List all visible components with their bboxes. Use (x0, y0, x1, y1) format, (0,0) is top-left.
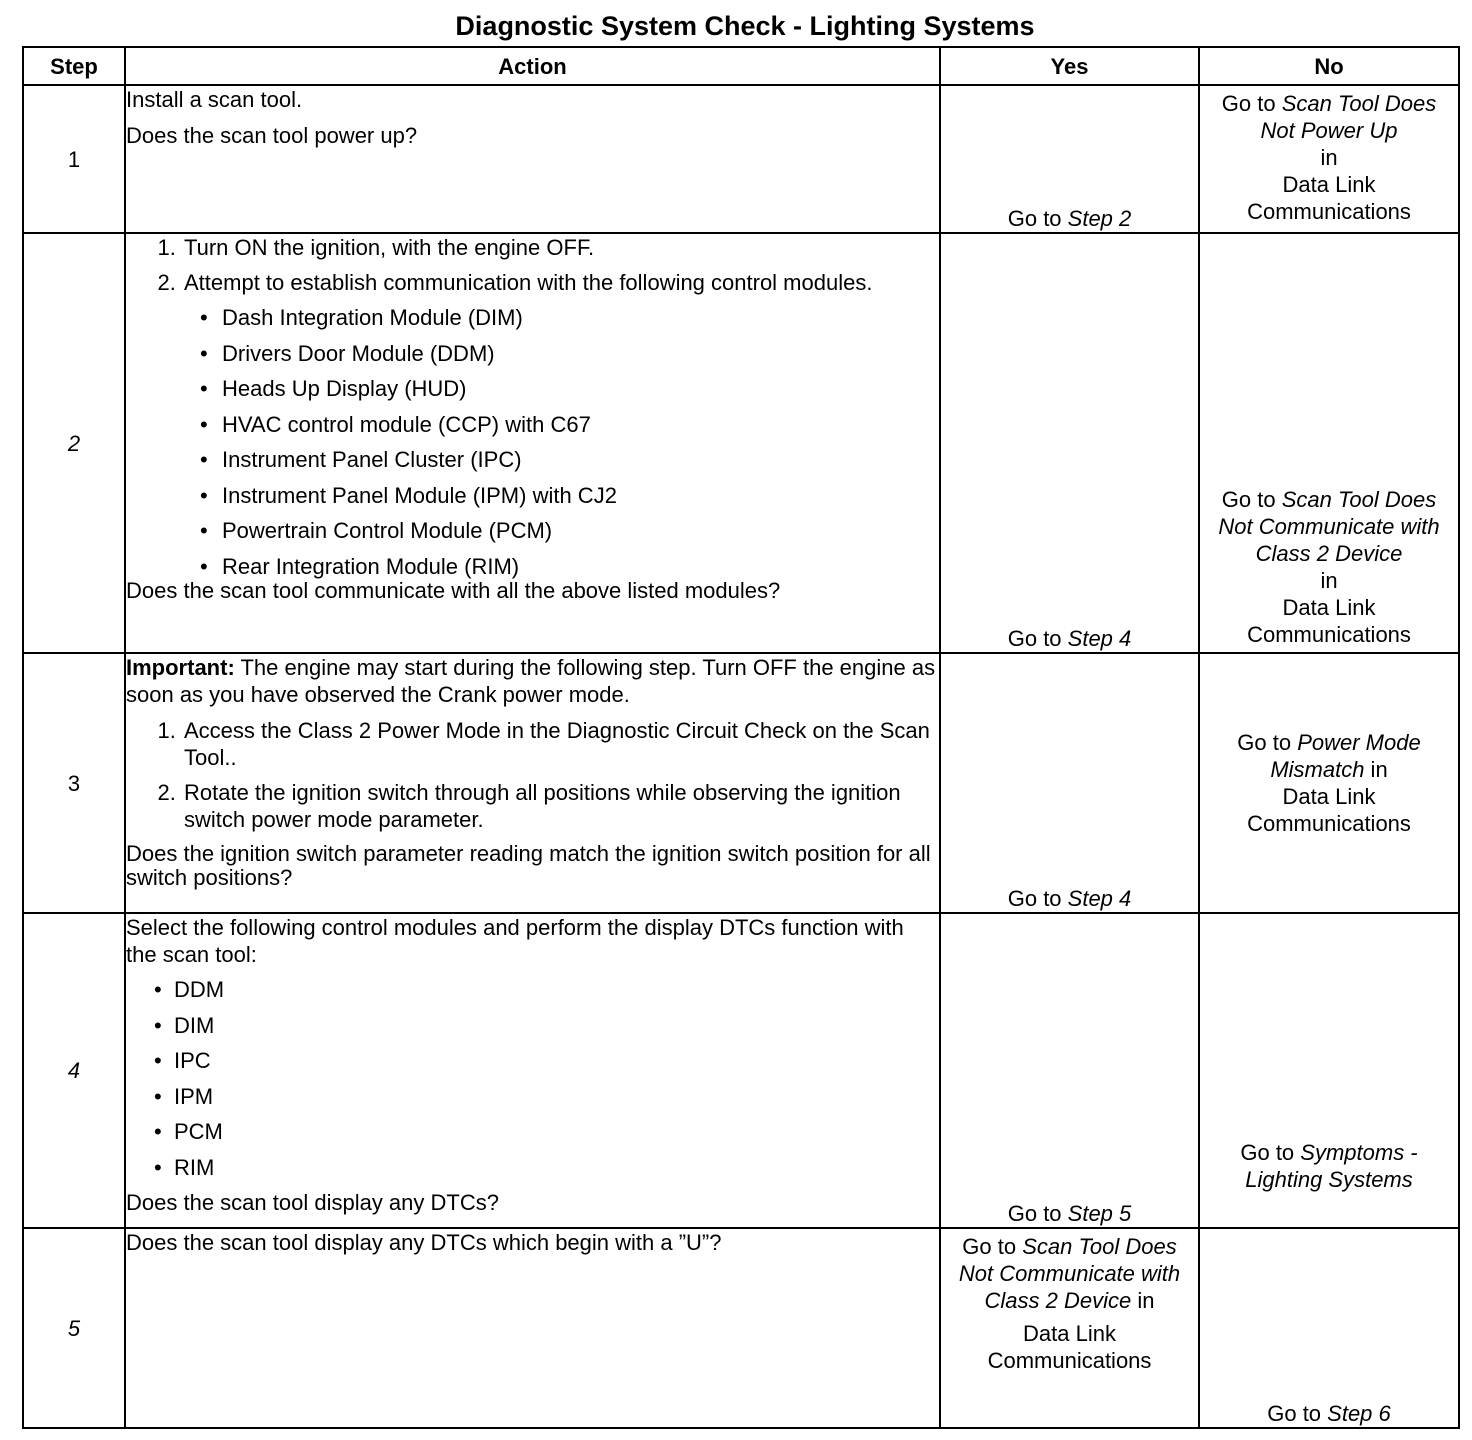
no-in: in (1320, 145, 1338, 170)
header-step: Step (23, 47, 125, 85)
header-row (23, 47, 1459, 85)
list-item: • Instrument Panel Cluster (IPC) (220, 446, 939, 473)
header-no: No (1199, 47, 1459, 85)
yes-cell (940, 85, 1199, 233)
yes-cell (940, 653, 1199, 913)
no-prefix: Go to (1237, 730, 1298, 755)
yes-prefix: Go to (1007, 626, 1068, 651)
important-note (126, 654, 939, 708)
important-label: Important: (126, 655, 235, 680)
yes-link[interactable]: Step 4 (1067, 886, 1132, 911)
action-cell (125, 233, 940, 653)
no-cell (1199, 85, 1459, 233)
table-row (23, 913, 1459, 1228)
no-in: in (1364, 757, 1388, 782)
list-item: • DDM (174, 976, 939, 1003)
module-list (126, 976, 939, 1181)
list-item: • HVAC control module (CCP) with C67 (220, 411, 939, 438)
action-question: Does the scan tool display any DTCs which begin with a ”U”? (126, 1230, 722, 1255)
table-row (23, 653, 1459, 913)
action-step: 1. Access the Class 2 Power Mode in the Diagnostic Circuit Check on the Scan Tool.. (182, 717, 939, 771)
no-link[interactable]: Symptoms - Lighting Systems (1245, 1140, 1418, 1192)
action-cell (125, 913, 940, 1228)
step-number: 4 (23, 913, 125, 1228)
list-item: • IPM (174, 1083, 939, 1110)
no-prefix: Go to (1221, 91, 1282, 116)
yes-prefix: Go to (1007, 1201, 1068, 1226)
action-question: Does the scan tool power up? (126, 123, 418, 148)
yes-prefix: Go to (1007, 206, 1068, 231)
step-number: 3 (23, 653, 125, 913)
yes-cell (940, 913, 1199, 1228)
diagnostic-table (22, 46, 1460, 1429)
action-steps (126, 717, 939, 833)
no-doc[interactable]: Data Link Communications (1247, 784, 1411, 836)
no-cell (1199, 653, 1459, 913)
action-cell (125, 1228, 940, 1428)
no-prefix: Go to (1240, 1140, 1301, 1165)
action-cell (125, 85, 940, 233)
action-cell (125, 653, 940, 913)
no-prefix: Go to (1267, 1401, 1328, 1426)
step-number: 1 (23, 85, 125, 233)
module-list (184, 304, 939, 580)
no-link[interactable]: Step 6 (1327, 1401, 1391, 1426)
yes-in: in (1131, 1288, 1155, 1313)
list-item: • Heads Up Display (HUD) (220, 375, 939, 402)
no-doc[interactable]: Data Link Communications (1247, 595, 1411, 647)
no-cell (1199, 233, 1459, 653)
action-steps (126, 234, 939, 580)
important-text: The engine may start during the following step. Turn OFF the engine as soon as you have observed the Crank power mode. (126, 655, 936, 707)
no-prefix: Go to (1221, 487, 1282, 512)
yes-link[interactable]: Scan Tool Does Not Communicate with Class 2 Device (958, 1234, 1181, 1313)
list-item: • Dash Integration Module (DIM) (220, 304, 939, 331)
page-title: Diagnostic System Check - Lighting Systems (455, 11, 1035, 41)
list-item: • DIM (174, 1012, 939, 1039)
header-yes: Yes (940, 47, 1199, 85)
yes-link[interactable]: Step 4 (1067, 626, 1132, 651)
yes-prefix: Go to (1007, 886, 1068, 911)
action-question: Does the ignition switch parameter reading match the ignition switch position for all switch positions? (126, 841, 931, 890)
table-row (23, 233, 1459, 653)
action-step-text: Attempt to establish communication with the following control modules. (184, 270, 873, 295)
yes-cell (940, 233, 1199, 653)
list-item: • IPC (174, 1047, 939, 1074)
list-item: • Drivers Door Module (DDM) (220, 340, 939, 367)
list-item: • Powertrain Control Module (PCM) (220, 517, 939, 544)
list-item: • RIM (174, 1154, 939, 1181)
list-item: • PCM (174, 1118, 939, 1145)
action-question: Does the scan tool display any DTCs? (126, 1190, 499, 1215)
action-step: 1. Turn ON the ignition, with the engine OFF. (182, 234, 939, 261)
step-number: 2 (23, 233, 125, 653)
action-step: 2. Rotate the ignition switch through all positions while observing the ignition switch power mode parameter. (182, 779, 939, 833)
list-item: • Rear Integration Module (RIM) (220, 553, 939, 580)
yes-link[interactable]: Step 2 (1067, 206, 1132, 231)
no-link[interactable]: Scan Tool Does Not Communicate with Class 2 Device (1218, 487, 1440, 566)
action-step (182, 269, 939, 580)
yes-doc[interactable]: Data Link Communications (987, 1321, 1152, 1373)
action-text: Select the following control modules and perform the display DTCs function with the scan tool: (126, 915, 904, 967)
action-question: Does the scan tool communicate with all the above listed modules? (126, 577, 781, 603)
no-cell (1199, 1228, 1459, 1428)
action-text: Install a scan tool. (126, 87, 303, 112)
table-row (23, 85, 1459, 233)
header-action: Action (125, 47, 940, 85)
no-in: in (1320, 568, 1338, 593)
table-row (23, 1228, 1459, 1428)
yes-link[interactable]: Step 5 (1067, 1201, 1132, 1226)
no-doc[interactable]: Data Link Communications (1247, 172, 1411, 224)
yes-cell (940, 1228, 1199, 1428)
list-item: • Instrument Panel Module (IPM) with CJ2 (220, 482, 939, 509)
no-link[interactable]: Power Mode Mismatch (1270, 730, 1421, 782)
step-number: 5 (23, 1228, 125, 1428)
no-cell (1199, 913, 1459, 1228)
yes-prefix: Go to (962, 1234, 1023, 1259)
no-link[interactable]: Scan Tool Does Not Power Up (1260, 91, 1437, 143)
